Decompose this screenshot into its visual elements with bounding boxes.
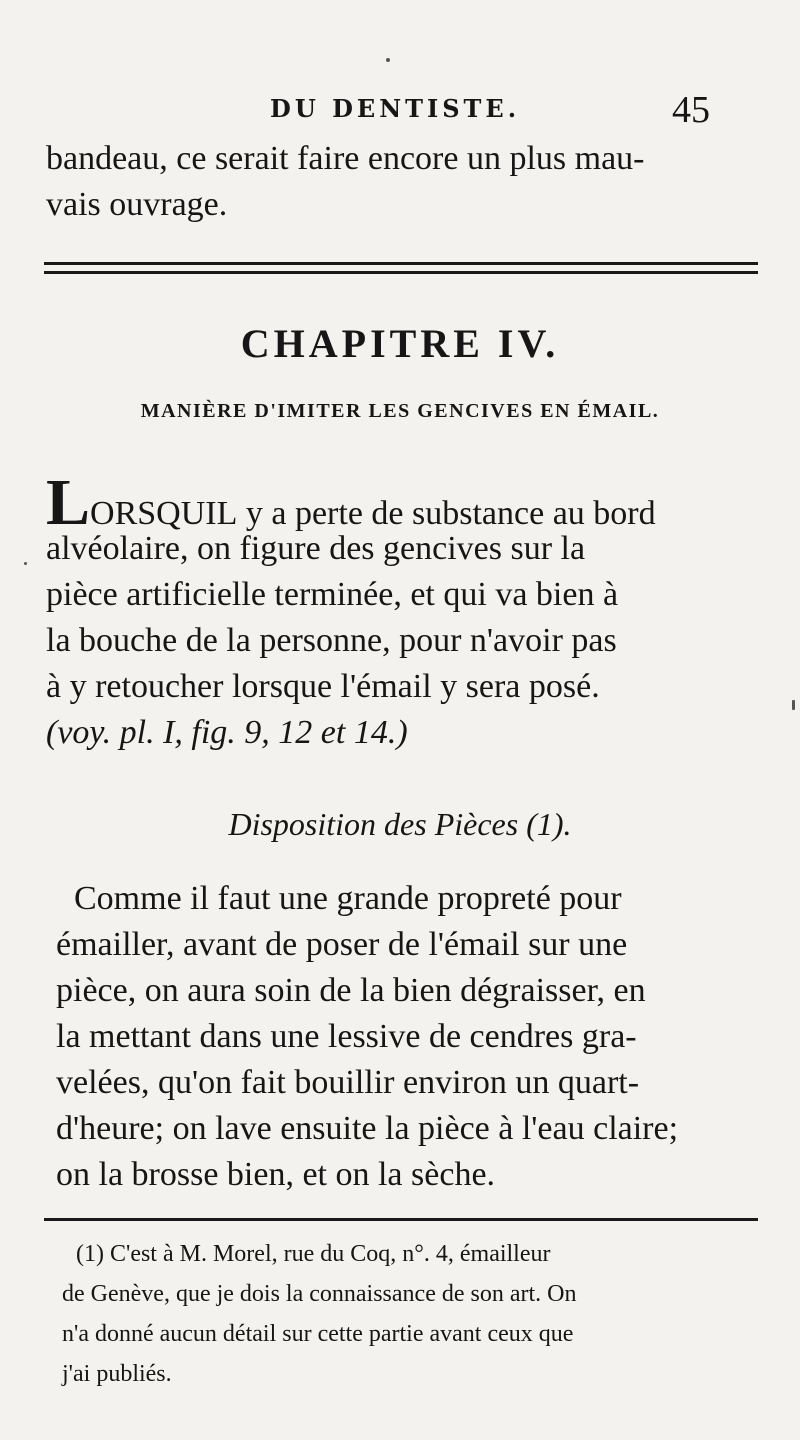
running-header [0,88,800,131]
plate-reference: (voy. pl. I, fig. 9, 12 et 14.) [46,714,408,751]
text-line: on la brosse bien, et on la sèche. [56,1156,496,1193]
text-line: la bouche de la personne, pour n'avoir pas [46,622,617,659]
text-line: velées, qu'on fait bouillir environ un quart- [56,1064,640,1101]
print-speck [386,58,390,62]
page-number: 45 [672,89,710,131]
text-line: pièce artificielle terminée, et qui va bien à [46,576,619,613]
text-line: Comme il faut une grande propreté pour [74,880,622,917]
chapter-subtitle: MANIÈRE D'IMITER LES GENCIVES EN ÉMAIL. [140,400,660,422]
footnote-line: (1) C'est à M. Morel, rue du Coq, n°. 4, émailleur [76,1241,551,1267]
footnote-line: de Genève, que je dois la connaissance de son art. On [62,1281,577,1307]
double-rule-divider [44,262,758,274]
print-speck [24,562,27,565]
chapter-title: CHAPITRE IV. [240,321,560,366]
text-line: la mettant dans une lessive de cendres gra- [56,1018,637,1055]
text-line: d'heure; on lave ensuite la pièce à l'eau claire; [56,1110,679,1147]
text-segment: y a perte de substance au bord [245,495,656,532]
text-line [46,466,752,539]
text-line: émailler, avant de poser de l'émail sur une [56,926,628,963]
print-speck [792,700,795,710]
text-line: pièce, on aura soin de la bien dégraisser, en [56,972,646,1009]
running-title: DU DENTISTE. [270,94,521,123]
footnote [62,1234,752,1394]
carry-over-text [46,136,736,228]
section-heading: Disposition des Pièces (1). [228,806,572,842]
drop-cap: L [46,466,91,539]
text-line: vais ouvrage. [46,186,228,223]
text-line: à y retoucher lorsque l'émail y sera posé. [46,668,600,705]
small-caps-word: ORSQUIL [90,495,238,532]
paragraph-1 [46,466,752,756]
footnote-rule [44,1218,758,1221]
text-line: alvéolaire, on figure des gencives sur la [46,530,586,567]
footnote-line: n'a donné aucun détail sur cette partie avant ceux que [62,1321,574,1347]
footnote-line: j'ai publiés. [62,1361,172,1387]
paragraph-2 [56,876,752,1198]
text-line: bandeau, ce serait faire encore un plus mau- [46,140,645,177]
